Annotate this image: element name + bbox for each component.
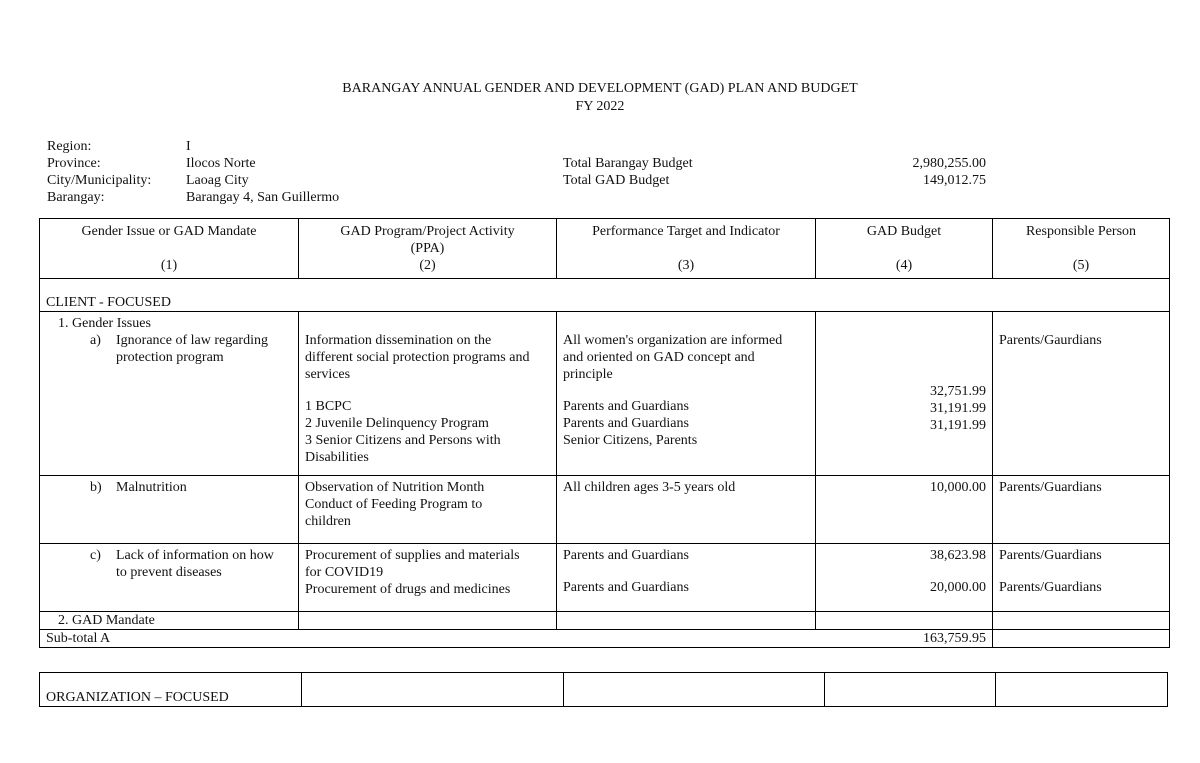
target-c-line1: Parents and Guardians <box>563 548 689 563</box>
ppa-a-senior: 3 Senior Citizens and Persons with <box>305 433 501 448</box>
target-cell-c <box>557 544 816 612</box>
ppa-b-line1: Observation of Nutrition Month <box>305 480 485 495</box>
ppa-c-line1: Procurement of supplies and materials <box>305 548 520 563</box>
budget-a-bcpc: 32,751.99 <box>930 384 986 399</box>
target-a-line3: principle <box>563 367 613 382</box>
issue-c-line2: to prevent diseases <box>116 565 222 580</box>
gad-mandate-cell <box>40 612 299 630</box>
ppa-a-juvenile: 2 Juvenile Delinquency Program <box>305 416 489 431</box>
ppa-b-line3: children <box>305 514 351 529</box>
ppa-a-line2: different social protection programs and <box>305 350 530 365</box>
person-a: Parents/Gaurdians <box>999 333 1102 348</box>
table-header-row <box>40 219 1170 279</box>
person-cell-b <box>993 476 1170 544</box>
ppa-cell-a <box>299 312 557 476</box>
subtotal-row <box>40 630 1170 648</box>
target-a-line2: and oriented on GAD concept and <box>563 350 755 365</box>
issue-cell-c <box>40 544 299 612</box>
person-cell-a <box>993 312 1170 476</box>
target-cell-a <box>557 312 816 476</box>
budget-a-juvenile: 31,191.99 <box>930 401 986 416</box>
budget-a-senior: 31,191.99 <box>930 418 986 433</box>
total-gad-value: 149,012.75 <box>923 173 986 188</box>
person-cell-c <box>993 544 1170 612</box>
organization-table <box>39 672 1168 707</box>
col-header-person: Responsible Person (5) <box>993 219 1170 279</box>
region-value: I <box>186 139 191 154</box>
total-budget-label: Total Barangay Budget <box>563 156 693 171</box>
total-gad-label: Total GAD Budget <box>563 173 670 188</box>
col-header-target: Performance Target and Indicator (3) <box>557 219 816 279</box>
issue-cell-b <box>40 476 299 544</box>
budget-c-supplies: 38,623.98 <box>930 548 986 563</box>
col-header-ppa: GAD Program/Project Activity (PPA) (2) <box>299 219 557 279</box>
subtotal-label: Sub-total A <box>46 631 111 646</box>
ppa-c-line3: Procurement of drugs and medicines <box>305 582 511 597</box>
section-row-org <box>40 673 1168 707</box>
person-c-line2: Parents/Guardians <box>999 580 1102 595</box>
section-client-focused: CLIENT - FOCUSED <box>46 295 171 310</box>
barangay-label: Barangay: <box>47 190 105 205</box>
barangay-value: Barangay 4, San Guillermo <box>186 190 340 205</box>
ppa-b-line2: Conduct of Feeding Program to <box>305 497 483 512</box>
section-row-client <box>40 279 1170 312</box>
issue-c-line1: Lack of information on how <box>116 548 274 563</box>
document-title: BARANGAY ANNUAL GENDER AND DEVELOPMENT (GAD) PLAN AND BUDGET <box>342 81 858 96</box>
ppa-a-line3: services <box>305 367 351 382</box>
target-a-senior: Senior Citizens, Parents <box>563 433 698 448</box>
target-b: All children ages 3-5 years old <box>563 480 736 495</box>
item-label-b: b) <box>90 480 102 495</box>
province-value: Ilocos Norte <box>186 156 256 171</box>
issue-b: Malnutrition <box>116 480 187 495</box>
budget-b: 10,000.00 <box>930 480 986 495</box>
total-budget-value: 2,980,255.00 <box>912 156 986 171</box>
gad-plan-table <box>39 218 1170 648</box>
col-header-budget: GAD Budget (4) <box>816 219 993 279</box>
fiscal-year: FY 2022 <box>575 99 625 114</box>
subtotal-value: 163,759.95 <box>923 631 986 646</box>
budget-cell-c <box>816 544 993 612</box>
item-label-c: c) <box>90 548 101 563</box>
issue-a-line2: protection program <box>116 350 224 365</box>
target-a-line1: All women's organization are informed <box>563 333 783 348</box>
table-row <box>40 312 1170 476</box>
section-organization-focused: ORGANIZATION – FOCUSED <box>46 690 229 705</box>
province-label: Province: <box>47 156 101 171</box>
region-label: Region: <box>47 139 92 154</box>
ppa-cell-c <box>299 544 557 612</box>
ppa-cell-b <box>299 476 557 544</box>
ppa-c-line2: for COVID19 <box>305 565 384 580</box>
table-row <box>40 544 1170 612</box>
city-value: Laoag City <box>186 173 249 188</box>
gad-mandate-heading: 2. GAD Mandate <box>58 613 155 628</box>
gender-issues-heading: 1. Gender Issues <box>58 316 151 331</box>
ppa-a-line1: Information dissemination on the <box>305 333 492 348</box>
target-a-bcpc: Parents and Guardians <box>563 399 689 414</box>
item-label-a: a) <box>90 333 101 348</box>
target-c-line2: Parents and Guardians <box>563 580 689 595</box>
budget-cell-a <box>816 312 993 476</box>
col-header-issue: Gender Issue or GAD Mandate (1) <box>40 219 299 279</box>
issue-a-line1: Ignorance of law regarding <box>116 333 268 348</box>
target-cell-b <box>557 476 816 544</box>
budget-c-drugs: 20,000.00 <box>930 580 986 595</box>
table-row <box>40 612 1170 630</box>
ppa-a-disabilities: Disabilities <box>305 450 369 465</box>
city-label: City/Municipality: <box>47 173 152 188</box>
person-c-line1: Parents/Guardians <box>999 548 1102 563</box>
table-row <box>40 476 1170 544</box>
budget-cell-b <box>816 476 993 544</box>
target-a-juvenile: Parents and Guardians <box>563 416 689 431</box>
issue-cell-a <box>40 312 299 476</box>
ppa-a-bcpc: 1 BCPC <box>305 399 352 414</box>
person-b: Parents/Guardians <box>999 480 1102 495</box>
